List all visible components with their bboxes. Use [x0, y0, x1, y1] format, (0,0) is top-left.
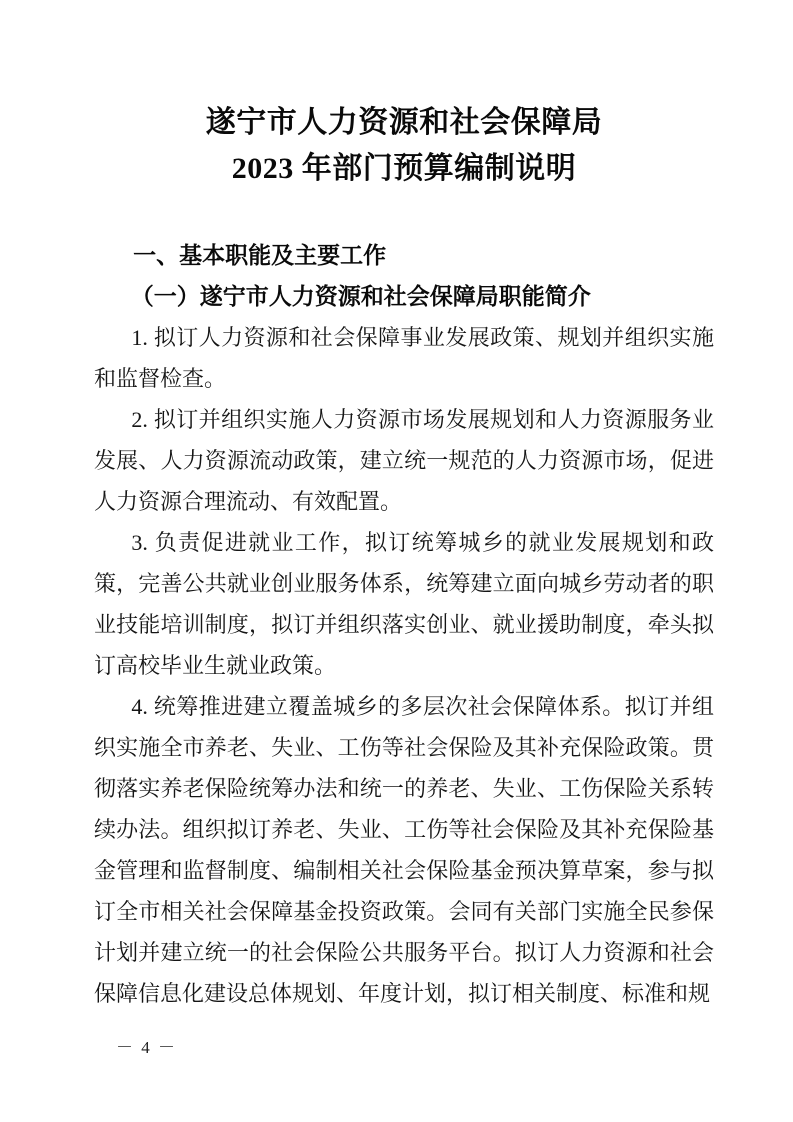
body-paragraph-1: 1. 拟订人力资源和社会保障事业发展政策、规划并组织实施和监督检查。 — [94, 325, 714, 391]
document-body — [94, 235, 714, 1014]
document-title-line1: 遂宁市人力资源和社会保障局 — [205, 106, 603, 139]
subsection-heading: （一）遂宁市人力资源和社会保障局职能简介 — [130, 284, 591, 309]
section-heading: 一、基本职能及主要工作 — [133, 242, 387, 268]
document-title-line2: 2023 年部门预算编制说明 — [231, 152, 577, 185]
body-paragraph-4: 4. 统筹推进建立覆盖城乡的多层次社会保障体系。拟订并组织实施全市养老、失业、工伤等社会保险及其补充保险政策。贯彻落实养老保险统筹办法和统一的养老、失业、工伤保险关系转续办法。组织拟订养老、失业、工伤等社会保险及其补充保险基金管理和监督制度、编制相关社会保险基金预决算草案，参与拟订全市相关社会保障基金投资政策。会同有关部门实施全民参保计划并建立统一的社会保险公共服务平台。拟订人力资源和社会保障信息化建设总体规划、年度计划，拟订相关制度、标准和规 — [94, 694, 714, 1006]
body-paragraph-2: 2. 拟订并组织实施人力资源市场发展规划和人力资源服务业发展、人力资源流动政策，建立统一规范的人力资源市场，促进人力资源合理流动、有效配置。 — [94, 407, 714, 514]
body-paragraph-3: 3. 负责促进就业工作，拟订统筹城乡的就业发展规划和政策，完善公共就业创业服务体系，统筹建立面向城乡劳动者的职业技能培训制度，拟订并组织落实创业、就业援助制度，牵头拟订高校毕业生就业政策。 — [94, 530, 714, 678]
page-number: － 4 － — [116, 1038, 177, 1057]
document-content — [94, 100, 714, 1014]
document-title — [94, 100, 714, 192]
